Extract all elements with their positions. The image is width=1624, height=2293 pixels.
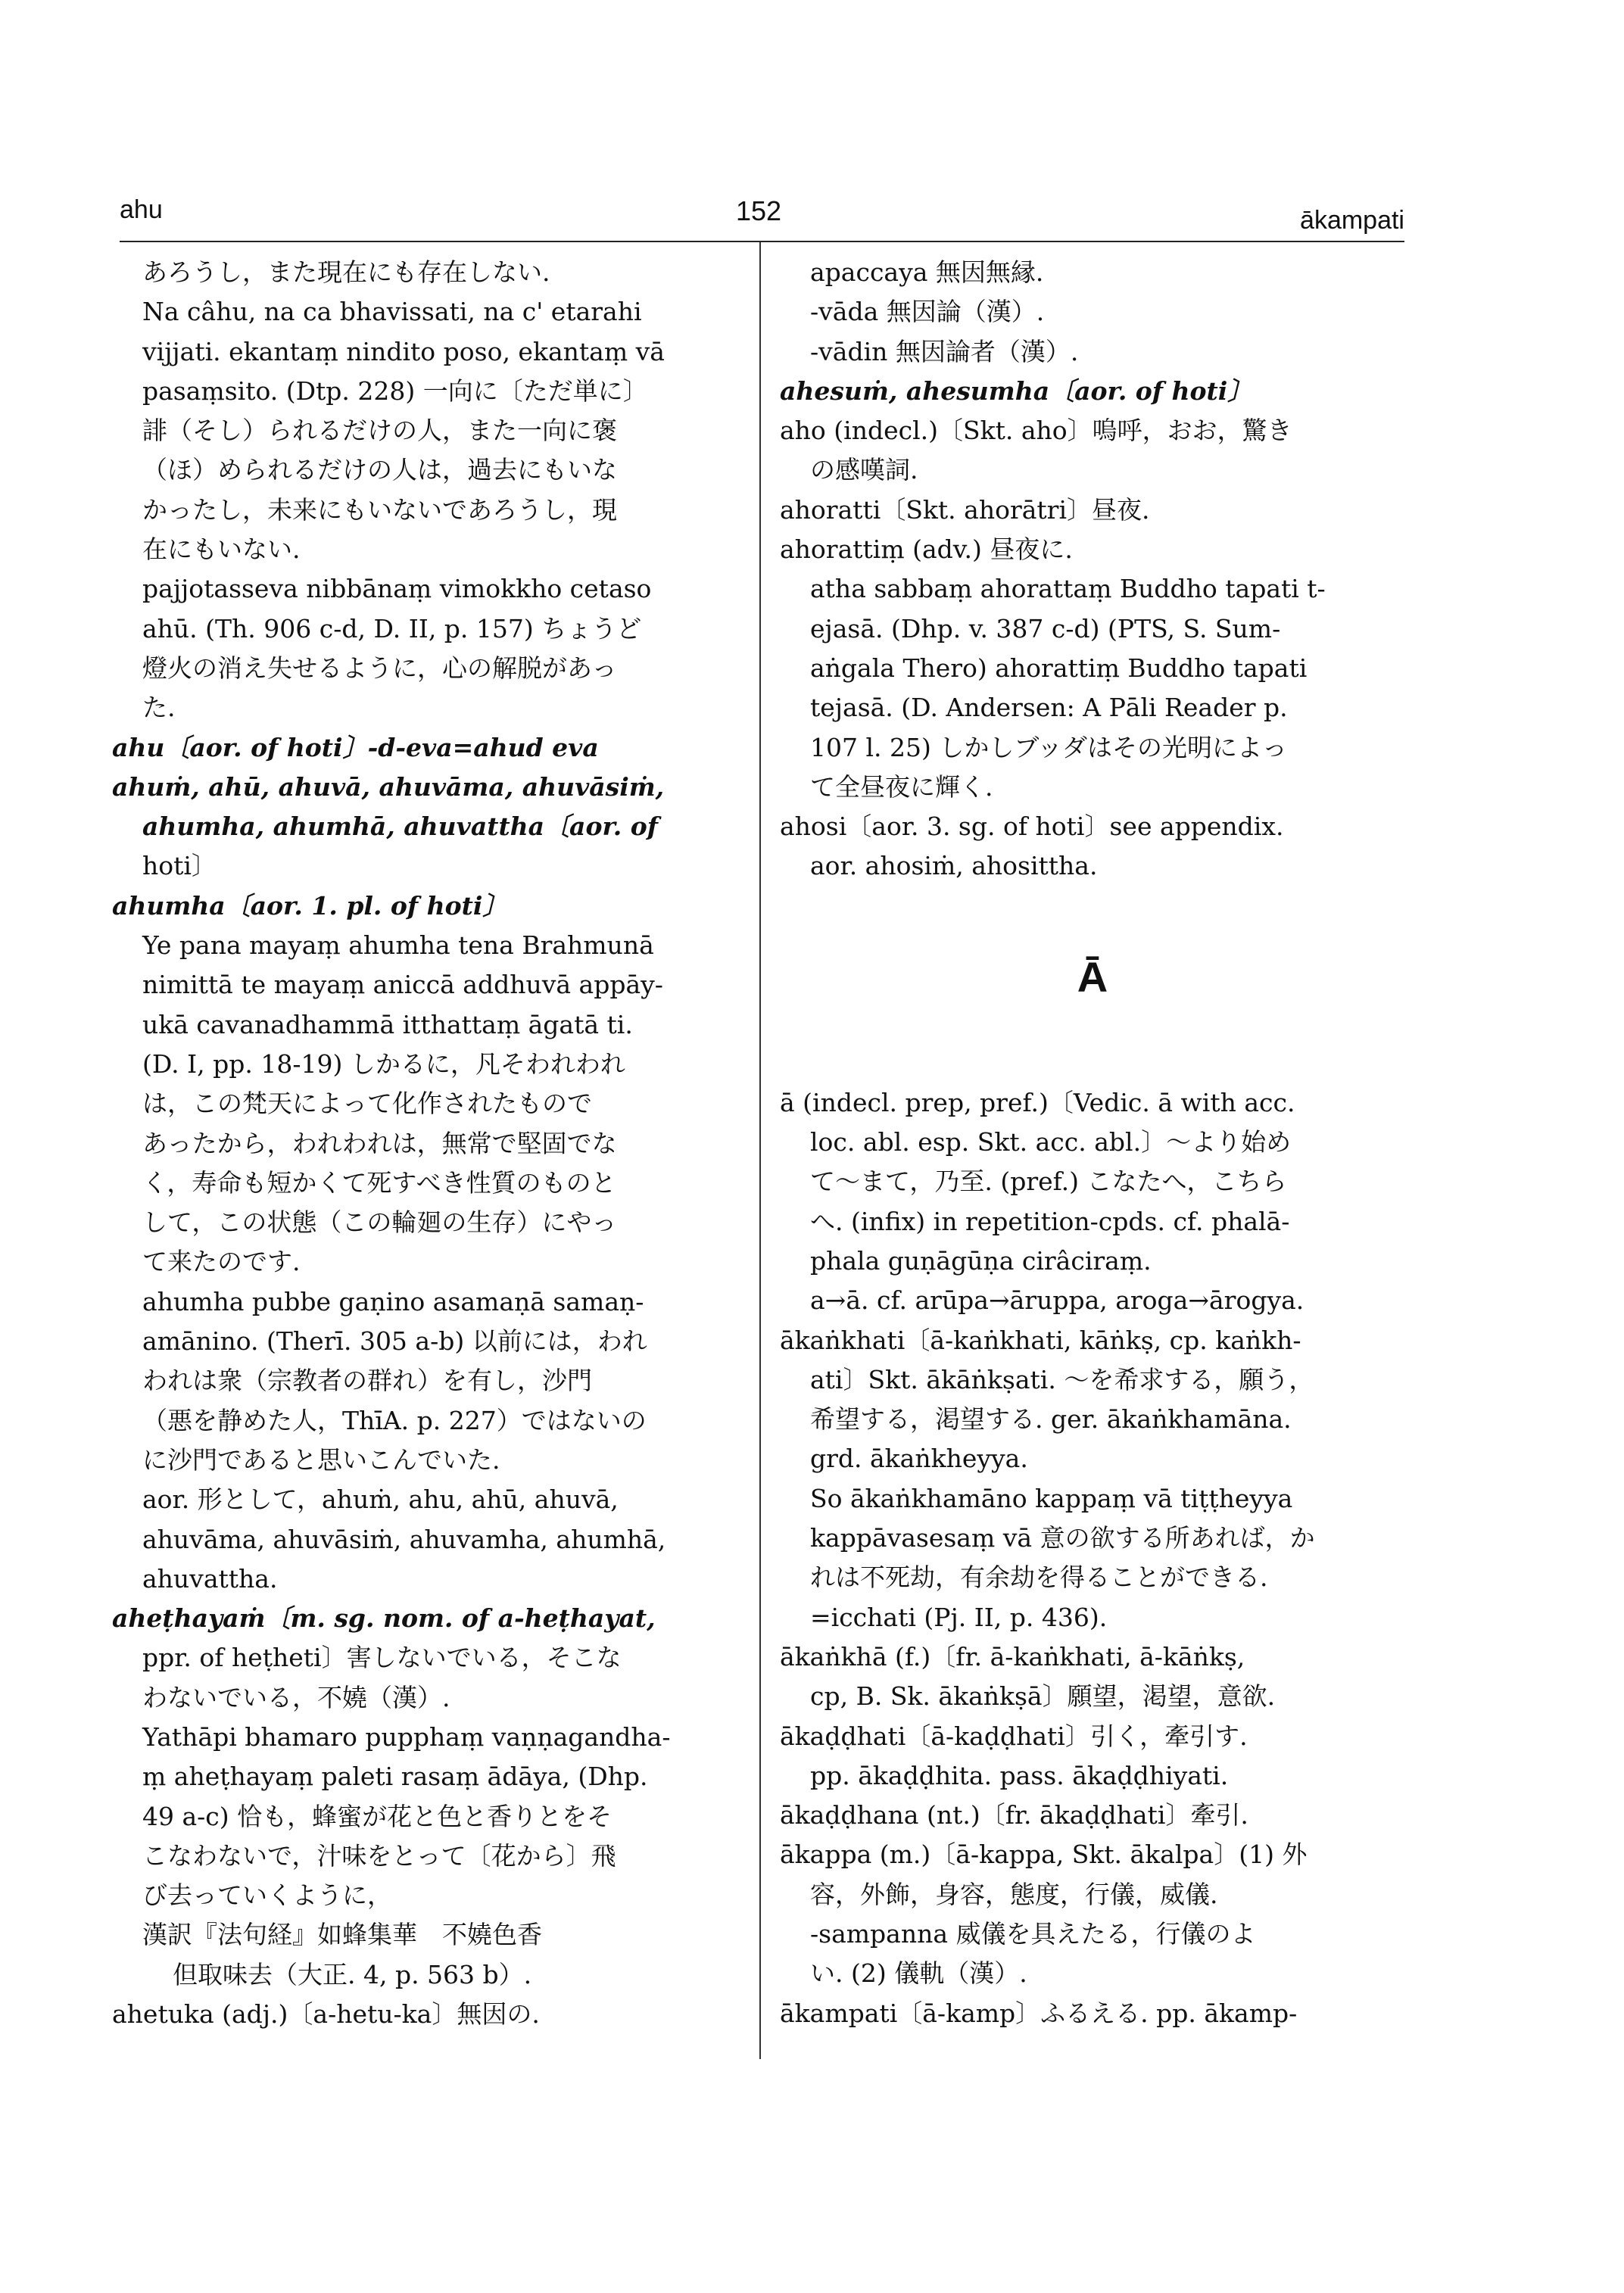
entry-line: pasaṃsito. (Dtp. 228) 一向に〔ただ単に〕 <box>142 375 648 406</box>
entry-line: aor. 形として，ahuṁ, ahu, ahū, ahuvā, <box>142 1485 619 1515</box>
entry-line: -vāda 無因論（漢）. <box>810 297 1045 327</box>
entry-line: =icchati (Pj. II, p. 436). <box>810 1602 1108 1632</box>
entry-line: tejasā. (D. Andersen: A Pāli Reader p. <box>810 693 1288 723</box>
entry-line: あろうし，また現在にも存在しない. <box>142 257 550 287</box>
entry-line: atha sabbaṃ ahorattaṃ Buddho tapati t- <box>810 574 1326 604</box>
entry-line: hoti〕 <box>142 851 217 881</box>
entry-line: へ. (infix) in repetition-cpds. cf. phalā- <box>810 1206 1290 1236</box>
entry-line: ejasā. (Dhp. v. 387 c-d) (PTS, S. Sum- <box>810 613 1281 643</box>
entry-line: ahumha pubbe gaṇino asamaṇā samaṇ- <box>142 1286 644 1316</box>
entry-line: amānino. (Therī. 305 a-b) 以前には，われ <box>142 1326 647 1357</box>
entry-line: 但取味去（大正. 4, p. 563 b）. <box>173 1959 532 1989</box>
entry-line: て全昼夜に輝く. <box>810 771 993 802</box>
entry-line: あったから，われわれは，無常で堅固でな <box>142 1128 617 1158</box>
entry-line: vijjati. ekantaṃ nindito poso, ekantaṃ vā <box>142 336 665 366</box>
entry-line: れは不死劫，有余劫を得ることができる. <box>810 1562 1268 1593</box>
right-column-bottom <box>780 1083 1405 2033</box>
entry-line: 容，外飾，身容，態度，行儀，威儀. <box>810 1879 1218 1909</box>
entry-line: Na câhu, na ca bhavissati, na c' etarahi <box>142 297 642 327</box>
entry-line: grd. ākaṅkheyya. <box>810 1444 1028 1474</box>
entry-line: aor. ahosiṁ, ahosittha. <box>810 851 1098 881</box>
entry-line: （ほ）められるだけの人は，過去にもいな <box>142 455 617 485</box>
entry-line: 107 l. 25) しかしブッダはその光明によっ <box>810 732 1288 762</box>
running-head-right: ākampati <box>1300 206 1404 235</box>
entry-line: Ye pana mayaṃ ahumha tena Brahmunā <box>142 930 654 961</box>
header-rule <box>120 241 1404 242</box>
entry-line: ppr. of heṭheti〕害しないでいる，そこな <box>142 1643 622 1673</box>
entry-line: So ākaṅkhamāno kappaṃ vā tiṭṭheyya <box>810 1483 1293 1513</box>
entry-line: ahu〔aor. of hoti〕-d-eva=ahud eva <box>112 732 599 762</box>
entry-line: pajjotasseva nibbānaṃ vimokkho cetaso <box>142 574 652 604</box>
entry-line: は，この梵天によって化作されたもので <box>142 1089 592 1119</box>
entry-line: かったし，未来にもいないであろうし，現 <box>142 494 617 525</box>
entry-line: ā (indecl. prep, pref.)〔Vedic. ā with acc. <box>780 1087 1295 1117</box>
entry-line: ākaṅkhā (f.)〔fr. ā-kaṅkhati, ā-kāṅkṣ, <box>780 1641 1245 1671</box>
entry-line: わないでいる，不嬈（漢）. <box>142 1682 450 1712</box>
entry-line: ākaḍḍhati〔ā-kaḍḍhati〕引く，牽引す. <box>780 1721 1248 1751</box>
column-divider <box>759 242 761 2059</box>
right-column-top <box>780 253 1405 886</box>
entry-line: nimittā te mayaṃ aniccā addhuvā appāy- <box>142 970 663 1000</box>
entry-line: ahoratti〔Skt. ahorātri〕昼夜. <box>780 494 1150 525</box>
entry-line: 在にもいない. <box>142 534 301 565</box>
entry-line: cp, B. Sk. ākaṅkṣā〕願望，渇望，意欲. <box>810 1681 1276 1712</box>
entry-line: ākaḍḍhana (nt.)〔fr. ākaḍḍhati〕牽引. <box>780 1800 1248 1830</box>
entry-line: ākaṅkhati〔ā-kaṅkhati, kāṅkṣ, cp. kaṅkh- <box>780 1325 1301 1355</box>
entry-line: に沙門であると思いこんでいた. <box>142 1444 500 1475</box>
entry-line: （悪を静めた人，ThīA. p. 227）ではないの <box>142 1405 647 1435</box>
entry-line: ahetuka (adj.)〔a-hetu-ka〕無因の. <box>112 1999 540 2030</box>
entry-line: ākappa (m.)〔ā-kappa, Skt. ākalpa〕(1) 外 <box>780 1840 1308 1870</box>
section-letter: Ā <box>1077 952 1108 1001</box>
entry-line: ukā cavanadhammā itthattaṃ āgatā ti. <box>142 1009 633 1039</box>
entry-line: Yathāpi bhamaro pupphaṃ vaṇṇagandha- <box>142 1721 671 1752</box>
entry-line: ati〕Skt. ākāṅkṣati. ～を希求する，願う， <box>810 1364 1314 1394</box>
entry-line: 希望する，渇望する. ger. ākaṅkhamāna. <box>810 1404 1292 1435</box>
entry-line: -sampanna 威儀を具えたる，行儀のよ <box>810 1918 1256 1949</box>
entry-line: ahuṁ, ahū, ahuvā, ahuvāma, ahuvāsiṁ, <box>112 771 665 802</box>
entry-line: ahorattiṃ (adv.) 昼夜に. <box>780 534 1073 565</box>
entry-line: 49 a-c) 恰も，蜂蜜が花と色と香りとをそ <box>142 1801 613 1831</box>
entry-line: 漢訳『法句経』如蜂集華 不嬈色香 <box>142 1920 542 1950</box>
entry-line: 燈火の消え失せるように，心の解脱があっ <box>142 653 617 683</box>
entry-line: pp. ākaḍḍhita. pass. ākaḍḍhiyati. <box>810 1760 1229 1790</box>
entry-line: ahuvattha. <box>142 1563 278 1594</box>
entry-line: loc. abl. esp. Skt. acc. abl.〕～より始め <box>810 1127 1292 1157</box>
entry-line: ṃ aheṭhayaṃ paleti rasaṃ ādāya, (Dhp. <box>142 1762 648 1792</box>
entry-line: て来たのです. <box>142 1247 301 1277</box>
entry-line: phala guṇāgūṇa cirâciraṃ. <box>810 1245 1152 1276</box>
entry-line: aheṭhayaṁ〔m. sg. nom. of a-heṭhayat, <box>112 1603 656 1634</box>
left-column <box>112 253 740 2034</box>
running-head-left: ahu <box>120 195 163 224</box>
entry-line: (D. I, pp. 18-19) しかるに，凡そわれわれ <box>142 1048 625 1079</box>
entry-line: ahumha, ahumhā, ahuvattha〔aor. of <box>142 812 658 842</box>
entry-line: ahū. (Th. 906 c-d, D. II, p. 157) ちょうど <box>142 613 642 643</box>
page-number: 152 <box>736 195 782 226</box>
entry-line: apaccaya 無因無縁. <box>810 257 1044 287</box>
entry-line: て～まて，乃至. (pref.) こなたへ，こちら <box>810 1167 1287 1197</box>
entry-line: われは衆（宗教者の群れ）を有し，沙門 <box>142 1366 592 1396</box>
entry-line: い. (2) 儀軌（漢）. <box>810 1958 1027 1989</box>
entry-line: の感嘆詞. <box>810 455 918 485</box>
entry-line: kappāvasesaṃ vā 意の欲する所あれば，か <box>810 1523 1315 1553</box>
entry-line: a→ā. cf. arūpa→āruppa, aroga→ārogya. <box>810 1285 1304 1316</box>
entry-line: aṅgala Thero) ahorattiṃ Buddho tapati <box>810 653 1308 683</box>
right-column <box>780 253 1405 2033</box>
entry-line: こなわないで，汁味をとって〔花から〕飛 <box>142 1840 616 1871</box>
entry-line: aho (indecl.)〔Skt. aho〕嗚呼，おお，驚き <box>780 416 1292 446</box>
entry-line: た. <box>142 693 176 723</box>
entry-line: ahuvāma, ahuvāsiṁ, ahuvamha, ahumhā, <box>142 1524 666 1554</box>
entry-line: く，寿命も短かくて死すべき性質のものと <box>142 1167 616 1198</box>
entry-line: して，この状態（この輪廻の生存）にやっ <box>142 1207 617 1238</box>
entry-line: ākampati〔ā-kamp〕ふるえる. pp. ākamp- <box>780 1998 1298 2028</box>
entry-line: ahumha〔aor. 1. pl. of hoti〕 <box>112 890 508 921</box>
entry-line: 誹（そし）られるだけの人，また一向に褒 <box>142 416 617 446</box>
entry-line: -vādin 無因論者（漢）. <box>810 336 1079 366</box>
entry-line: ahesuṁ, ahesumha〔aor. of hoti〕 <box>780 375 1253 406</box>
entry-line: ahosi〔aor. 3. sg. of hoti〕see appendix. <box>780 812 1284 842</box>
entry-line: び去っていくように， <box>142 1880 392 1911</box>
